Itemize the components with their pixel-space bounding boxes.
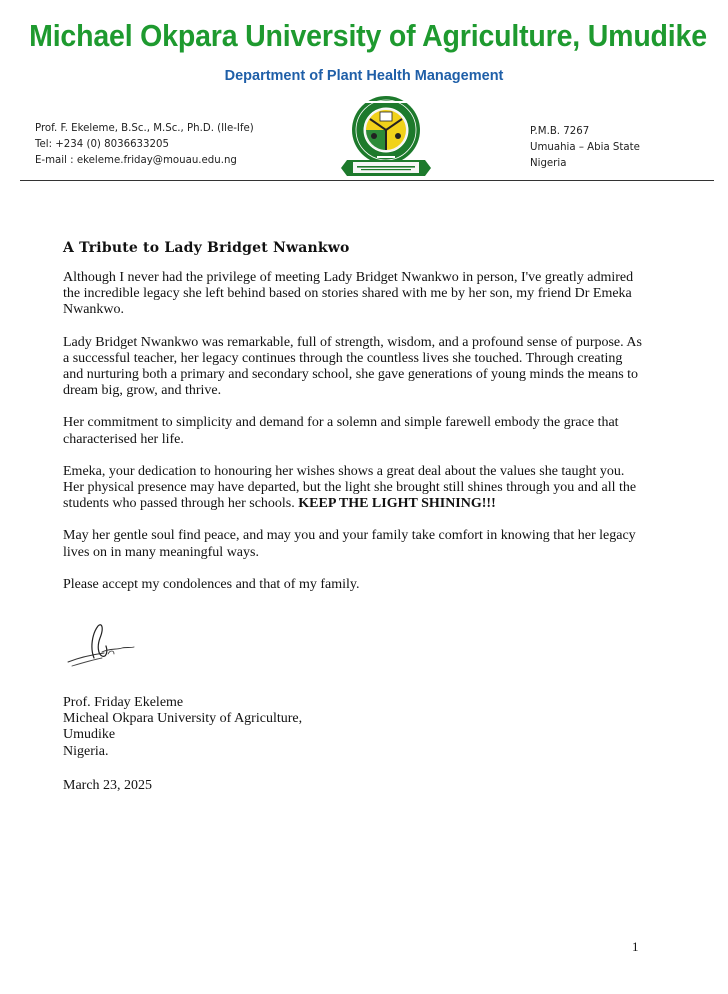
signer-country: Nigeria. bbox=[63, 743, 109, 759]
sender-name-line: Prof. F. Ekeleme, B.Sc., M.Sc., Ph.D. (Ile-Ife) bbox=[35, 123, 254, 134]
page-number: 1 bbox=[632, 939, 639, 954]
header-divider bbox=[20, 180, 714, 181]
department-name: Department of Plant Health Management bbox=[224, 68, 504, 84]
signature-block bbox=[63, 695, 302, 760]
sender-email: E-mail : ekeleme.friday@mouau.edu.ng bbox=[35, 155, 237, 166]
signer-name: Prof. Friday Ekeleme bbox=[63, 695, 184, 710]
handwritten-signature bbox=[64, 618, 138, 674]
paragraph-5: May her gentle soul find peace, and may you and your family take comfort in knowing that her legacy lives on in many meaningful ways. bbox=[63, 528, 636, 560]
sender-phone: Tel: +234 (0) 8036633205 bbox=[35, 139, 169, 150]
paragraph-6: Please accept my condolences and that of my family. bbox=[63, 576, 360, 592]
signer-institution: Micheal Okpara University of Agriculture, bbox=[63, 711, 303, 727]
sender-contact bbox=[35, 121, 254, 169]
letter-date: March 23, 2025 bbox=[63, 778, 153, 793]
letter-body bbox=[63, 240, 643, 609]
signer-town: Umudike bbox=[63, 727, 116, 743]
paragraph-4 bbox=[63, 464, 643, 513]
address-pmb: P.M.B. 7267 bbox=[530, 126, 590, 137]
paragraph-3: Her commitment to simplicity and demand for a solemn and simple farewell embody the grace that characterised her life. bbox=[63, 415, 619, 447]
letter-title: A Tribute to Lady Bridget Nwankwo bbox=[63, 240, 350, 256]
address-country: Nigeria bbox=[530, 158, 567, 169]
paragraph-1: Although I never had the privilege of meeting Lady Bridget Nwankwo in person, I've greatly admired the incredible legacy she left behind based on stories shared with me by her son, my friend Dr Emeka Nwankwo. bbox=[63, 270, 634, 318]
paragraph-4-text: Emeka, your dedication to honouring her wishes shows a great deal about the values she taught you. Her physical presence may have departed, but the light she brought still shines through you and all the students who passed through her schools. bbox=[63, 463, 637, 512]
university-logo bbox=[333, 92, 439, 178]
address-city-state: Umuahia – Abia State bbox=[530, 142, 640, 153]
university-name: Michael Okpara University of Agriculture, Umudike bbox=[29, 18, 707, 53]
paragraph-2: Lady Bridget Nwankwo was remarkable, full of strength, wisdom, and a profound sense of purpose. As a successful teacher, her legacy continues through the countless lives she touched. Through creating and nurturing both a primary and secondary school, she gave generations of young minds the means to dream big, grow, and thrive. bbox=[63, 334, 642, 399]
postal-address bbox=[530, 124, 640, 172]
paragraph-4-emphasis: KEEP THE LIGHT SHINING!!! bbox=[298, 496, 496, 512]
